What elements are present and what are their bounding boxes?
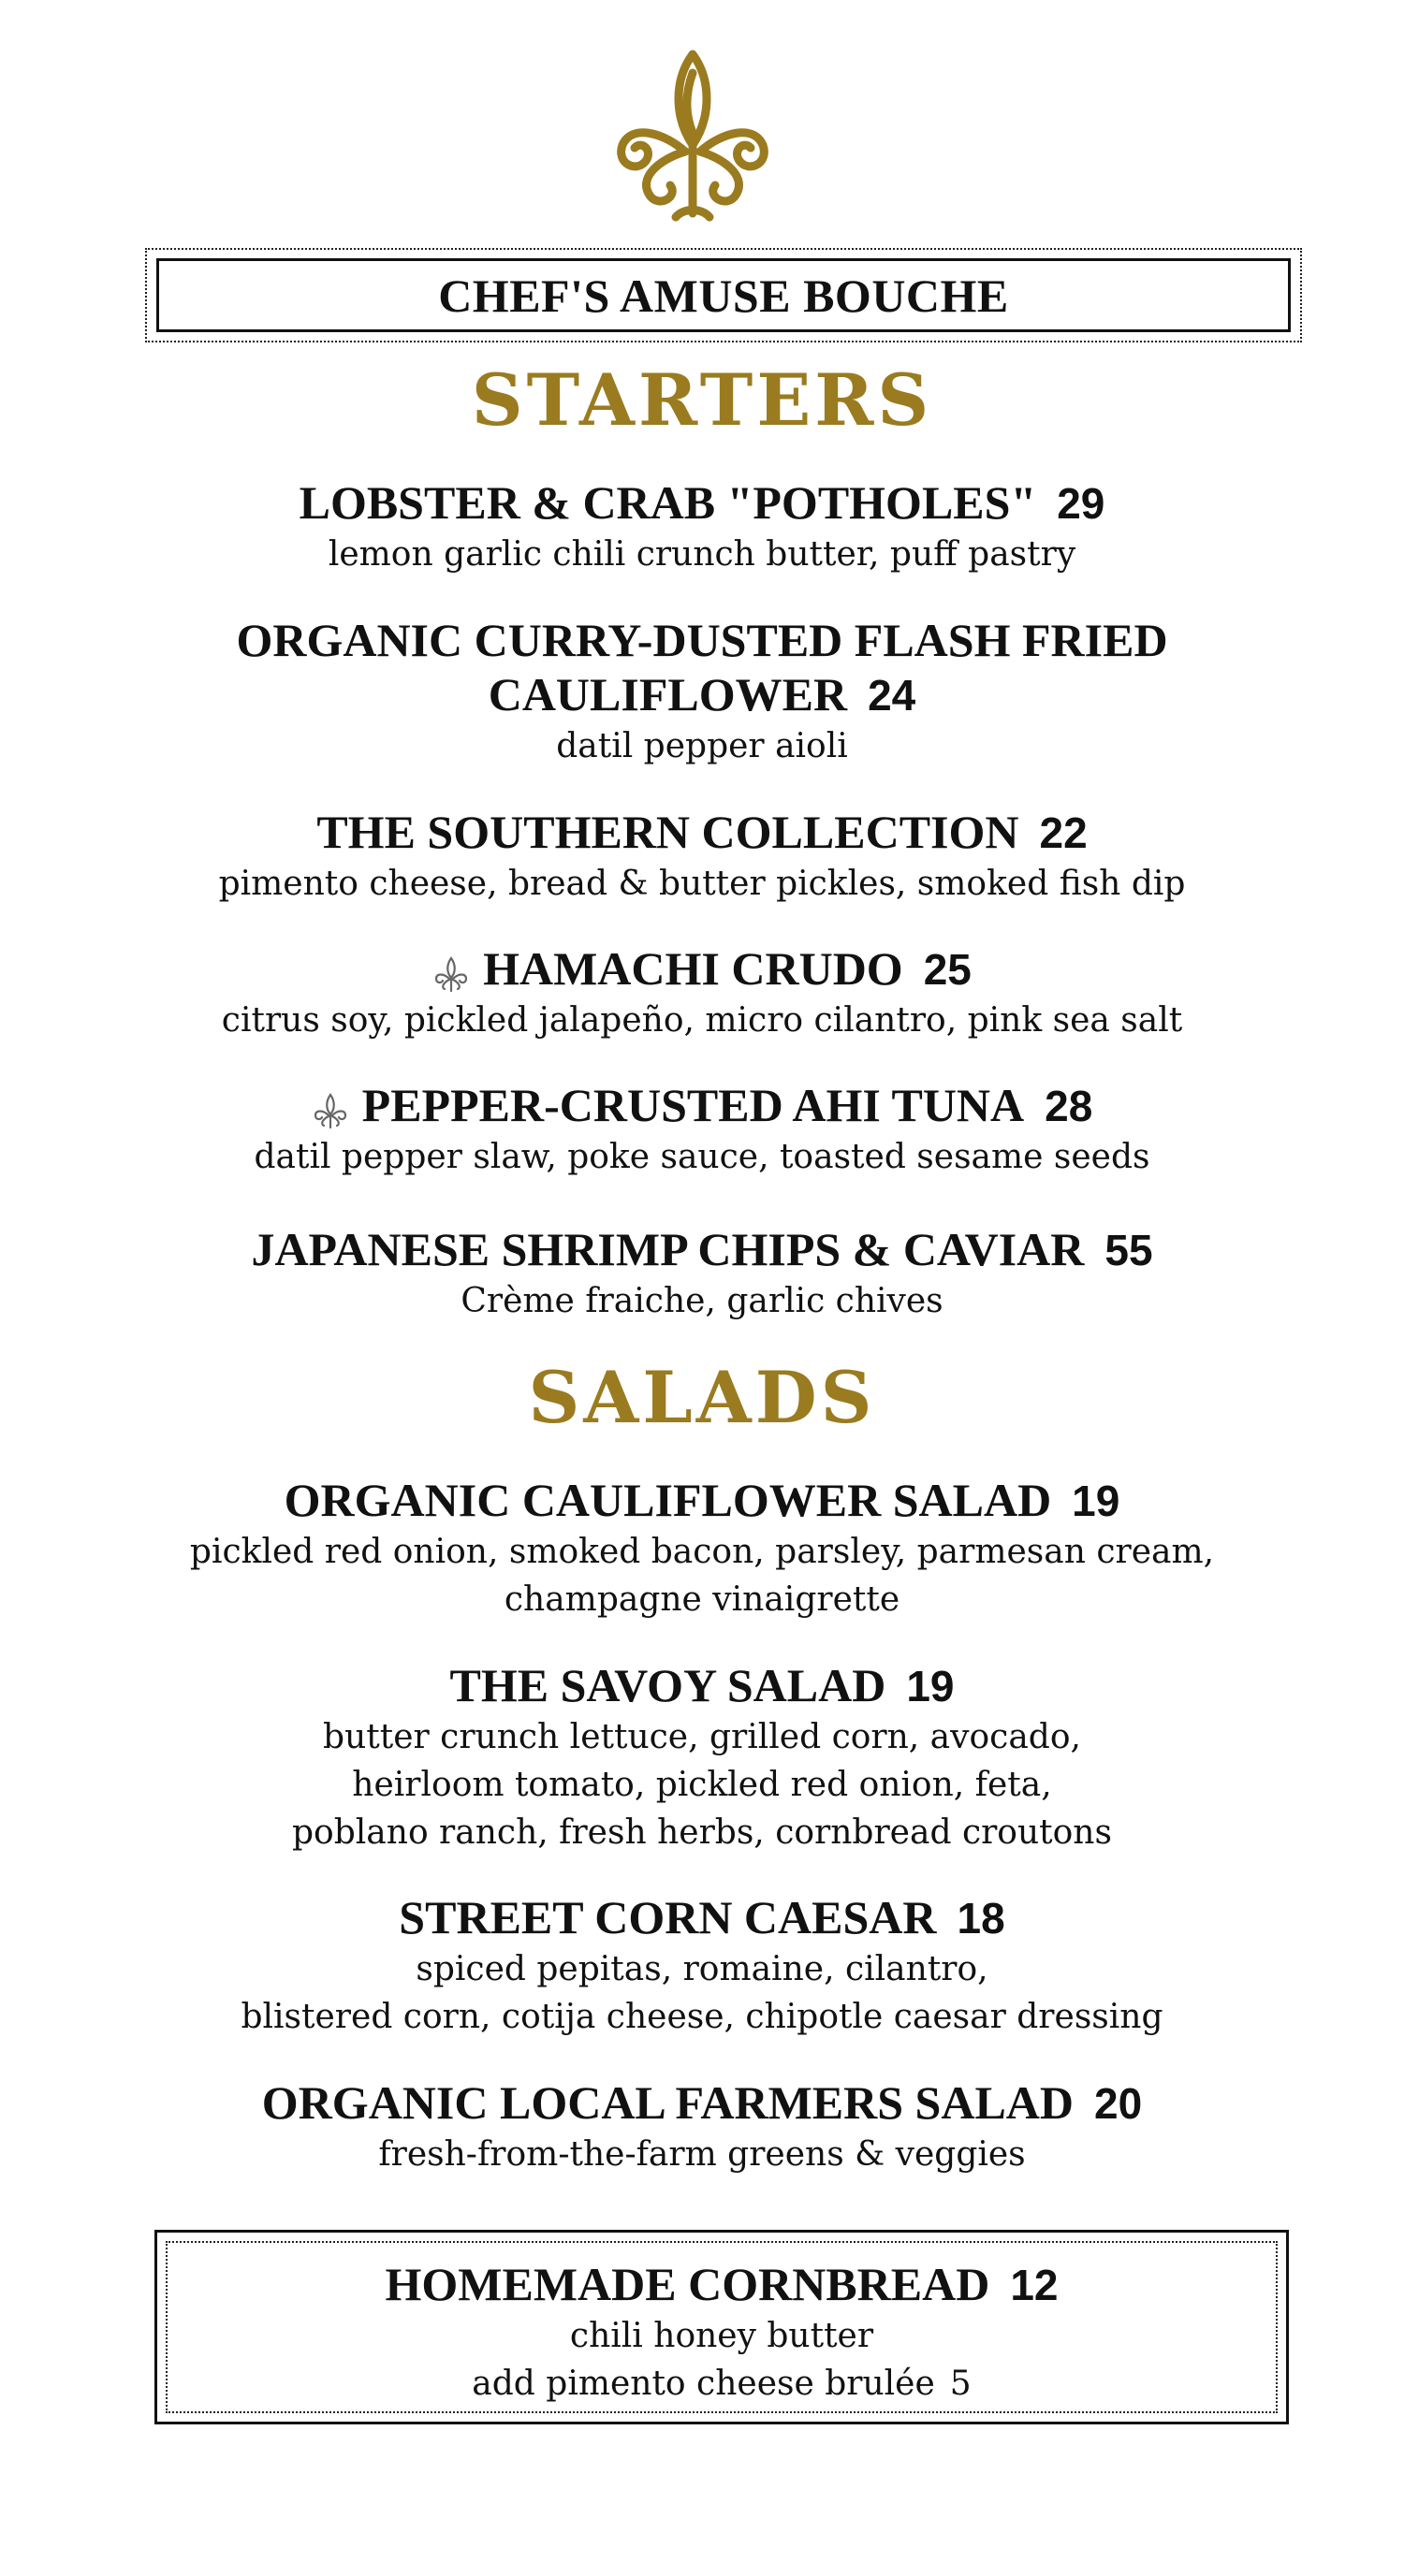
- cornbread-frame: [166, 2241, 1278, 2413]
- item-name: LOBSTER & CRAB "POTHOLES": [299, 476, 1037, 529]
- menu-item: [0, 613, 1404, 770]
- item-name-line: [0, 475, 1404, 531]
- item-description: datil pepper aioli: [556, 727, 848, 765]
- addon-price: 5: [949, 2365, 972, 2403]
- item-name: ORGANIC CURRY-DUSTED FLASH FRIED: [236, 614, 1168, 666]
- menu-item: [0, 1658, 1404, 1856]
- item-price: 28: [1045, 1082, 1093, 1130]
- addon-label: add pimento cheese brulée: [472, 2365, 935, 2403]
- fleur-de-lis-icon: [312, 1092, 349, 1129]
- item-name-line: [168, 2257, 1276, 2312]
- cornbread-box: [154, 2230, 1289, 2424]
- item-name: THE SOUTHERN COLLECTION: [316, 806, 1019, 858]
- item-name-line: [0, 2075, 1404, 2131]
- menu-item: [0, 941, 1404, 1044]
- amuse-bouche-box: [145, 248, 1302, 342]
- item-price: 24: [868, 671, 916, 720]
- menu-item: [0, 1222, 1404, 1325]
- item-price: 19: [1072, 1477, 1120, 1525]
- menu-item: [0, 475, 1404, 578]
- item-name: STREET CORN CAESAR: [399, 1891, 937, 1943]
- item-name-line: [0, 1078, 1404, 1133]
- item-price: 20: [1094, 2079, 1143, 2128]
- menu-item: [0, 1078, 1404, 1181]
- item-description: blistered corn, cotija cheese, chipotle caesar dressing: [241, 1998, 1163, 2036]
- starters-heading: STARTERS: [471, 358, 933, 442]
- item-name-line: [0, 1890, 1404, 1945]
- item-name: PEPPER-CRUSTED AHI TUNA: [361, 1079, 1025, 1131]
- item-price: 12: [1010, 2261, 1059, 2309]
- item-description: pimento cheese, bread & butter pickles, smoked fish dip: [218, 865, 1186, 903]
- menu-item: [0, 2075, 1404, 2178]
- item-description: Crème fraiche, garlic chives: [461, 1282, 943, 1320]
- item-name-line: [0, 1658, 1404, 1713]
- item-name: ORGANIC CAULIFLOWER SALAD: [284, 1474, 1052, 1526]
- item-name: THE SAVOY SALAD: [449, 1659, 886, 1711]
- item-description: heirloom tomato, pickled red onion, feta,: [352, 1766, 1052, 1804]
- item-name-line: [0, 805, 1404, 860]
- item-price: 19: [906, 1662, 955, 1710]
- item-description: champagne vinaigrette: [504, 1580, 900, 1619]
- menu-item: [0, 1890, 1404, 2041]
- item-name: HAMACHI CRUDO: [483, 942, 903, 995]
- item-name-line: [0, 667, 1404, 722]
- item-name-continued: CAULIFLOWER: [488, 668, 848, 720]
- item-description: butter crunch lettuce, grilled corn, avocado,: [323, 1718, 1081, 1756]
- item-name: JAPANESE SHRIMP CHIPS & CAVIAR: [251, 1223, 1085, 1275]
- item-description: citrus soy, pickled jalapeño, micro cilantro, pink sea salt: [221, 1001, 1183, 1040]
- item-price: 25: [923, 945, 972, 994]
- item-name: ORGANIC LOCAL FARMERS SALAD: [261, 2076, 1075, 2129]
- fleur-de-lis-icon: [432, 955, 470, 993]
- item-price: 55: [1104, 1226, 1153, 1274]
- menu-item: [168, 2257, 1276, 2408]
- item-description: pickled red onion, smoked bacon, parsley, parmesan cream,: [189, 1533, 1215, 1571]
- menu-item: [0, 805, 1404, 908]
- item-name-line: [0, 1473, 1404, 1528]
- item-price: 18: [957, 1894, 1005, 1943]
- menu-item: [0, 1473, 1404, 1623]
- item-description: poblano ranch, fresh herbs, cornbread croutons: [292, 1813, 1112, 1852]
- item-description: chili honey butter: [569, 2317, 874, 2355]
- amuse-bouche-frame: [156, 258, 1291, 332]
- item-name-line: [0, 1222, 1404, 1277]
- item-description: spiced pepitas, romaine, cilantro,: [416, 1950, 988, 1988]
- item-name: HOMEMADE CORNBREAD: [385, 2258, 990, 2310]
- addon-line: [168, 2360, 1276, 2408]
- item-description: datil pepper slaw, poke sauce, toasted sesame seeds: [254, 1138, 1150, 1176]
- item-price: 29: [1057, 479, 1105, 528]
- item-name-line: [0, 941, 1404, 997]
- item-description: fresh-from-the-farm greens & veggies: [378, 2135, 1026, 2174]
- item-price: 22: [1039, 808, 1088, 857]
- fleur-de-lis-icon: [608, 47, 777, 225]
- item-description: lemon garlic chili crunch butter, puff pastry: [328, 535, 1076, 574]
- amuse-bouche-title: CHEF'S AMUSE BOUCHE: [438, 269, 1009, 322]
- salads-heading: SALADS: [528, 1356, 876, 1439]
